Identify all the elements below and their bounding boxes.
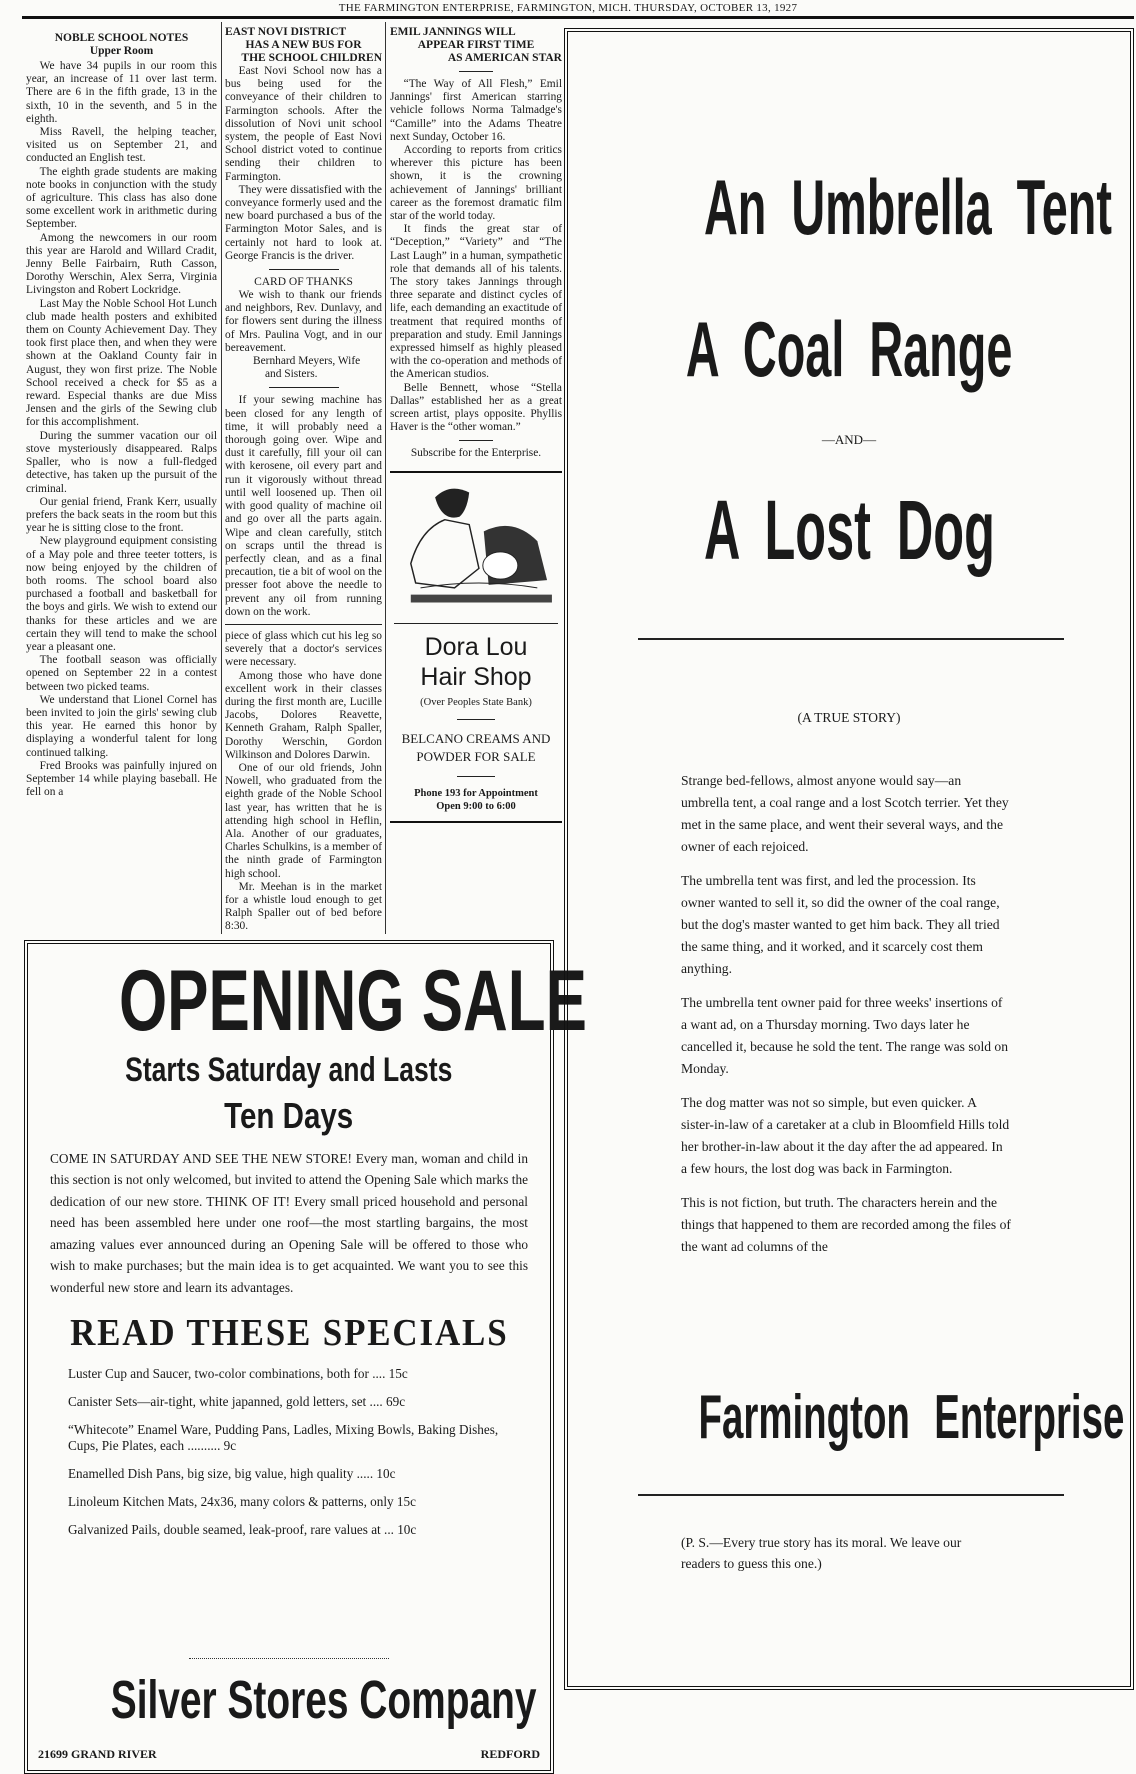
paragraph: The umbrella tent was first, and led the procession. Its owner wanted to sell it, so did the owner of the coal range, but the dog's master wanted to get him back. They all tried the same thing, and it worked, and it scarcely cost them anything. bbox=[681, 873, 1000, 976]
paragraph: They were dissatisfied with the conveyance formerly used and the new board purchased a bus of the Farmington Motor Sales, and is certainly not hard to look at. George Francis is the driver. bbox=[225, 183, 382, 262]
paragraph: The eighth grade students are making note books in conjunction with the study of agriculture. This class has also done some excellent work in arithmetic during September. bbox=[26, 165, 217, 231]
sewing-machine-paragraph: If your sewing machine has been closed for any length of time, it will probably need a thorough going over. Wipe and dust it carefully, fill your oil can with kerosene, oil every part and run it vigorously without thread until well loosened up. Then oil with good quality of machine oil and go over all the parts again. Wipe and clean carefully, stitch on scraps until the thread is perfectly clean, and as a final precaution, tie a bit of wool on the presser foot above the needle to prevent any oil from running down on the work. bbox=[225, 394, 382, 618]
news-columns bbox=[24, 22, 564, 934]
article-title: HAS A NEW BUS FOR bbox=[245, 39, 362, 51]
paragraph: We wish to thank our friends and neighbors, Rev. Dunlavy, and for flowers sent during the illness of Mrs. Paulina Vogt, and in our bereavement. bbox=[225, 289, 382, 354]
divider bbox=[638, 1494, 1064, 1496]
hairdresser-illustration-icon bbox=[391, 473, 561, 619]
paragraph: The dog matter was not so simple, but even quicker. A sister-in-law of a caretaker at a club in Bloomfield Hills told her brother-in-law about it the day after the ad appeared. In a few hours, the lost dog was back in Farmington. bbox=[681, 1095, 1010, 1176]
card-of-thanks-title: CARD OF THANKS bbox=[254, 276, 353, 289]
paragraph: Belle Bennett, whose “Stella Dallas” established her as a great screen artist, plays opposite. Phyllis Haver is the “other woman.” bbox=[390, 381, 562, 434]
paragraph: The football season was officially opened on September 22 in a contest between two picked teams. bbox=[26, 654, 217, 693]
headline-lost-dog: A Lost Dog bbox=[703, 483, 995, 577]
paragraph: Among the newcomers in our room this year are Harold and Willard Cradit, Jenny Belle Fairbairn, Ruth Casson, Dorothy Werschin, Alex Serra, Virginia Livingston and Robert Lockridge. bbox=[26, 231, 217, 297]
sale-body: COME IN SATURDAY AND SEE THE NEW STORE! Every man, woman and child in this section is not only welcomed, but invited to attend the Opening Sale which marks the dedication of our new store. THINK OF IT! Every small priced household and personal need has been assembled here under one roof—the most startling bargains, the most amazing values ever announced during an Opening Sale will be offered to those who wish to make purchases; but the main idea is to get acquainted. We want you to see this wonderful new store and learn its advantages. bbox=[50, 1150, 528, 1295]
postscript: (P. S.—Every true story has its moral. We leave our readers to guess this one.) bbox=[681, 1535, 962, 1571]
emil-jannings-article bbox=[386, 22, 564, 823]
sale-headline: OPENING SALE bbox=[118, 952, 587, 1049]
divider bbox=[459, 71, 493, 72]
divider bbox=[225, 624, 382, 625]
masthead-rule bbox=[22, 16, 1134, 19]
article-subtitle: Upper Room bbox=[89, 45, 154, 57]
article-title: EAST NOVI DISTRICT bbox=[225, 26, 347, 38]
paragraph: New playground equipment consisting of a May pole and three teeter totters, is now being enjoyed by the children of both rooms. The school board also purchased a football and basketball for the boys and girls. We wish to extend our thanks for these articles and we are certain they will tend to make the school year a pleasant one. bbox=[26, 535, 217, 653]
store-address: 21699 GRAND RIVER bbox=[38, 1746, 157, 1761]
signature: Bernhard Meyers, Wife bbox=[253, 355, 361, 368]
divider bbox=[269, 269, 339, 270]
sale-duration: Ten Days bbox=[224, 1094, 354, 1136]
store-town: REDFORD bbox=[480, 1746, 540, 1761]
special-item: Linoleum Kitchen Mats, 24x36, many colors & patterns, only 15c bbox=[68, 1494, 416, 1510]
signature: and Sisters. bbox=[265, 368, 318, 381]
story-text bbox=[681, 770, 1011, 1270]
paragraph: According to reports from critics wherever this picture has been shown, it is the crowning achievement of Jannings' brilliant career as the foremost dramatic film star of the world today. bbox=[390, 144, 562, 223]
paragraph: Our genial friend, Frank Kerr, usually prefers the back seats in the room but this year he is sitting close to the front. bbox=[26, 495, 217, 535]
paragraph: Last May the Noble School Hot Lunch club made health posters and exhibited them on County Achievement Day. They took first place then, and when they were shown at the Oakland County fair in August, they won first prize. The Noble School received a check for $5 as a reward. Especial thanks are due Miss Jensen and the girls of the Sewing club for this accomplishment. bbox=[26, 297, 217, 429]
and-separator: —AND— bbox=[821, 432, 877, 447]
paragraph: Fred Brooks was painfully injured on September 14 while playing baseball. He fell on a bbox=[26, 759, 217, 799]
paragraph: piece of glass which cut his leg so severely that a doctor's services were necessary. bbox=[225, 629, 382, 669]
article-title: AS AMERICAN STAR bbox=[447, 52, 562, 64]
paragraph: East Novi School now has a bus being used for the conveyance of their children to Farmington schools. After the dissolution of Novi unit school system, the people of East Novi School district voted to continue sending their children to Farmington. bbox=[225, 65, 382, 183]
left-news-area bbox=[24, 22, 587, 1774]
address-row bbox=[38, 1747, 540, 1762]
special-item: Luster Cup and Saucer, two-color combinations, both for .... 15c bbox=[68, 1366, 408, 1382]
article-title: APPEAR FIRST TIME bbox=[417, 39, 535, 51]
opening-sale-ad bbox=[24, 940, 587, 1774]
paragraph: Mr. Meehan is in the market for a whistle loud enough to get Ralph Spaller out of bed before 8:30. bbox=[225, 880, 382, 933]
special-item: Enamelled Dish Pans, big size, big value, high quality ..... 10c bbox=[68, 1466, 396, 1482]
shop-name: Hair Shop bbox=[420, 662, 532, 691]
masthead: THE FARMINGTON ENTERPRISE, FARMINGTON, MICH. THURSDAY, OCTOBER 13, 1927 bbox=[338, 2, 798, 14]
divider bbox=[638, 638, 1064, 640]
paragraph: This is not fiction, but truth. The characters herein and the things that happened to them are recorded among the files of the want ad columns of the bbox=[681, 1195, 1011, 1254]
paragraph: One of our old friends, John Nowell, who graduated from the eighth grade of the Noble School last year, has written that he is attending high school in Heflin, Ala. Another of our graduates, Charles Schulkins, is a member of the ninth grade of Farmington high school. bbox=[225, 761, 382, 880]
specials-title: READ THESE SPECIALS bbox=[69, 1312, 509, 1355]
sale-subheadline: Starts Saturday and Lasts bbox=[125, 1050, 453, 1089]
noble-school-notes-article bbox=[24, 22, 222, 934]
article-title: NOBLE SCHOOL NOTES bbox=[54, 32, 189, 44]
paragraph: It finds the great star of “Deception,” “Variety” and “The Last Laugh” in a human, sympathetic role that demands all of his talents. The story takes Jannings through three separate and distinct cycles of life, each demanding an exactitude of treatment that required months of preparation and study. Emil Jannings expressed himself as highly pleased with the co-operation and methods of the American studios. bbox=[390, 223, 562, 381]
special-item: Galvanized Pails, double seamed, leak-proof, rare values at ... 10c bbox=[68, 1522, 417, 1538]
divider bbox=[269, 387, 339, 388]
special-item: “Whitecote” Enamel Ware, Pudding Pans, Ladles, Mixing Bowls, Baking Dishes, Cups, Pie Plates, each .......... 9c bbox=[68, 1422, 499, 1454]
paragraph: During the summer vacation our oil stove mysteriously disappeared. Ralps Spaller, who is now a full-fledged detective, has taken up the pursuit of the criminal. bbox=[26, 429, 217, 495]
newspaper-name: Farmington Enterprise bbox=[698, 1383, 1125, 1452]
headline-coal-range: A Coal Range bbox=[685, 305, 1013, 393]
shop-location: (Over Peoples State Bank) bbox=[420, 696, 532, 708]
phone: Phone 193 for Appointment bbox=[414, 787, 538, 799]
article-title: EMIL JANNINGS WILL bbox=[390, 26, 516, 38]
paragraph: Among those who have done excellent work in their classes during the first month are, Lucille Jacobs, Dolores Reavette, Kenneth Graham, Ralph Spaller, Dorothy Werschin, Gordon Wilkinson and Dolores Darwin. bbox=[225, 669, 382, 761]
paragraph: “The Way of All Flesh,” Emil Jannings' first American starring vehicle follows Norma Talmadge's “Camille” into the Adams Theatre next Sunday, October 16. bbox=[390, 78, 562, 143]
special-item: Canister Sets—air-tight, white japanned, gold letters, set .... 69c bbox=[68, 1394, 406, 1410]
company-name: Silver Stores Company bbox=[110, 1669, 537, 1730]
paragraph: We have 34 pupils in our room this year, an increase of 11 over last term. There are 6 in the fifth grade, 13 in the sixth, 10 in the seventh, and 5 in the eighth. bbox=[26, 60, 217, 125]
shop-name: Dora Lou bbox=[424, 632, 528, 661]
east-novi-article bbox=[222, 22, 386, 934]
headline-umbrella-tent: An Umbrella Tent bbox=[703, 163, 1112, 251]
divider bbox=[189, 1658, 389, 1659]
article-title: THE SCHOOL CHILDREN bbox=[241, 52, 382, 64]
dora-lou-ad bbox=[390, 471, 562, 823]
paragraph: Miss Ravell, the helping teacher, visited us on September 21, and conducted an English test. bbox=[26, 126, 217, 165]
divider bbox=[459, 440, 493, 441]
products: POWDER FOR SALE bbox=[416, 748, 536, 764]
paragraph: We understand that Lionel Cornel has been invited to join the girls' sewing club this year. He earned this honor by displaying a wonderful talent for long continued talking. bbox=[26, 693, 217, 759]
products: BELCANO CREAMS AND bbox=[401, 730, 551, 746]
specials-list bbox=[68, 1366, 530, 1550]
enterprise-want-ad bbox=[564, 28, 1134, 1690]
paragraph: Strange bed-fellows, almost anyone would say—an umbrella tent, a coal range and a lost Scotch terrier. Yet they met in the same place, and went their several ways, and the owner of each rejoiced. bbox=[681, 773, 1009, 854]
true-story-label: (A TRUE STORY) bbox=[797, 710, 901, 725]
hours: Open 9:00 to 6:00 bbox=[436, 800, 516, 812]
subscribe-note: Subscribe for the Enterprise. bbox=[410, 447, 542, 460]
paragraph: The umbrella tent owner paid for three weeks' insertions of a want ad, on a Thursday morning. Two days later he cancelled it, because he sold the tent. The range was sold on Monday. bbox=[681, 995, 1009, 1076]
